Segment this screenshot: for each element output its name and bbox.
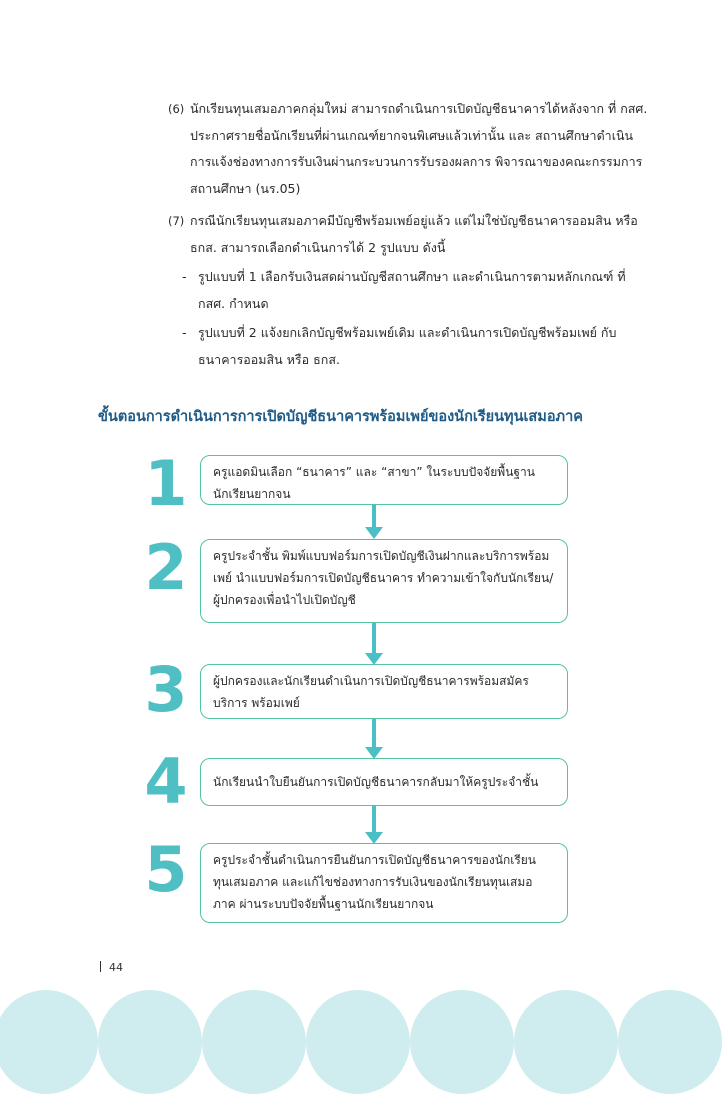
bullet-item xyxy=(182,264,632,317)
decorative-circle xyxy=(514,990,618,1094)
flow-arrow xyxy=(365,719,383,759)
paragraph-7 xyxy=(168,208,648,261)
step-number-1: 1 xyxy=(144,447,188,520)
decorative-circle xyxy=(618,990,722,1094)
section-title: ขั้นตอนการดำเนินการการเปิดบัญชีธนาคารพร้อมเพย์ของนักเรียนทุนเสมอภาค xyxy=(98,409,583,425)
step-number-3: 3 xyxy=(144,653,188,726)
paragraph-7-number: (7) xyxy=(168,214,185,228)
decorative-circle xyxy=(0,990,98,1094)
bullet-text: รูปแบบที่ 2 แจ้งยกเลิกบัญชีพร้อมเพย์เดิม และดำเนินการเปิดบัญชีพร้อมเพย์ กับ ธนาคารออมสิน หรือ ธกส. xyxy=(198,325,617,367)
paragraph-6 xyxy=(168,96,648,202)
page-number-value: 44 xyxy=(109,961,123,974)
bullet-dash: - xyxy=(182,325,187,340)
step-box-2: ครูประจำชั้น พิมพ์แบบฟอร์มการเปิดบัญชีเงินฝากและบริการพร้อมเพย์ นำแบบฟอร์มการเปิดบัญชีธนาคาร ทำความเข้าใจกับนักเรียน/ ผู้ปกครองเพื่อนำไปเปิดบัญชี xyxy=(200,539,568,623)
step-number-2: 2 xyxy=(144,531,188,604)
flow-arrow xyxy=(365,806,383,844)
decorative-circle xyxy=(306,990,410,1094)
page-number xyxy=(100,961,123,974)
step-box-3: ผู้ปกครองและนักเรียนดำเนินการเปิดบัญชีธนาคารพร้อมสมัครบริการ พร้อมเพย์ xyxy=(200,664,568,719)
paragraph-6-text: นักเรียนทุนเสมอภาคกลุ่มใหม่ สามารถดำเนินการเปิดบัญชีธนาคารได้หลังจาก ที่ กสศ. ประกาศรายชื่อนักเรียนที่ผ่านเกณฑ์ยากจนพิเศษแล้วเท่านั้น และ สถานศึกษาดำเนินการแจ้งช่องทางการรับเงินผ่านกระบวนการรับรองผลการ พิจารณาของคณะกรรมการสถานศึกษา (นร.05) xyxy=(190,101,648,196)
flow-arrow xyxy=(365,623,383,665)
step-number-4: 4 xyxy=(144,745,188,818)
paragraph-6-number: (6) xyxy=(168,102,185,116)
decorative-circle xyxy=(410,990,514,1094)
decorative-circle xyxy=(98,990,202,1094)
bullet-dash: - xyxy=(182,269,187,284)
step-box-1: ครูแอดมินเลือก “ธนาคาร” และ “สาขา” ในระบบปัจจัยพื้นฐาน นักเรียนยากจน xyxy=(200,455,568,505)
step-number-5: 5 xyxy=(144,833,188,906)
step-box-4: นักเรียนนำใบยืนยันการเปิดบัญชีธนาคารกลับมาให้ครูประจำชั้น xyxy=(200,758,568,806)
bullet-text: รูปแบบที่ 1 เลือกรับเงินสดผ่านบัญชีสถานศึกษา และดำเนินการตามหลักเกณฑ์ ที่ กสศ. กำหนด xyxy=(198,269,626,311)
decorative-circle xyxy=(202,990,306,1094)
flow-arrow xyxy=(365,505,383,539)
step-box-5: ครูประจำชั้นดำเนินการยืนยันการเปิดบัญชีธนาคารของนักเรียน ทุนเสมอภาค และแก้ไขช่องทางการรับเงินของนักเรียนทุนเสมอภาค ผ่านระบบปัจจัยพื้นฐานนักเรียนยากจน xyxy=(200,843,568,923)
bullet-item xyxy=(182,320,632,373)
paragraph-7-text: กรณีนักเรียนทุนเสมอภาคมีบัญชีพร้อมเพย์อยู่แล้ว แต่ไม่ใช่บัญชีธนาคารออมสิน หรือ ธกส. สามารถเลือกดำเนินการได้ 2 รูปแบบ ดังนี้ xyxy=(190,213,638,255)
